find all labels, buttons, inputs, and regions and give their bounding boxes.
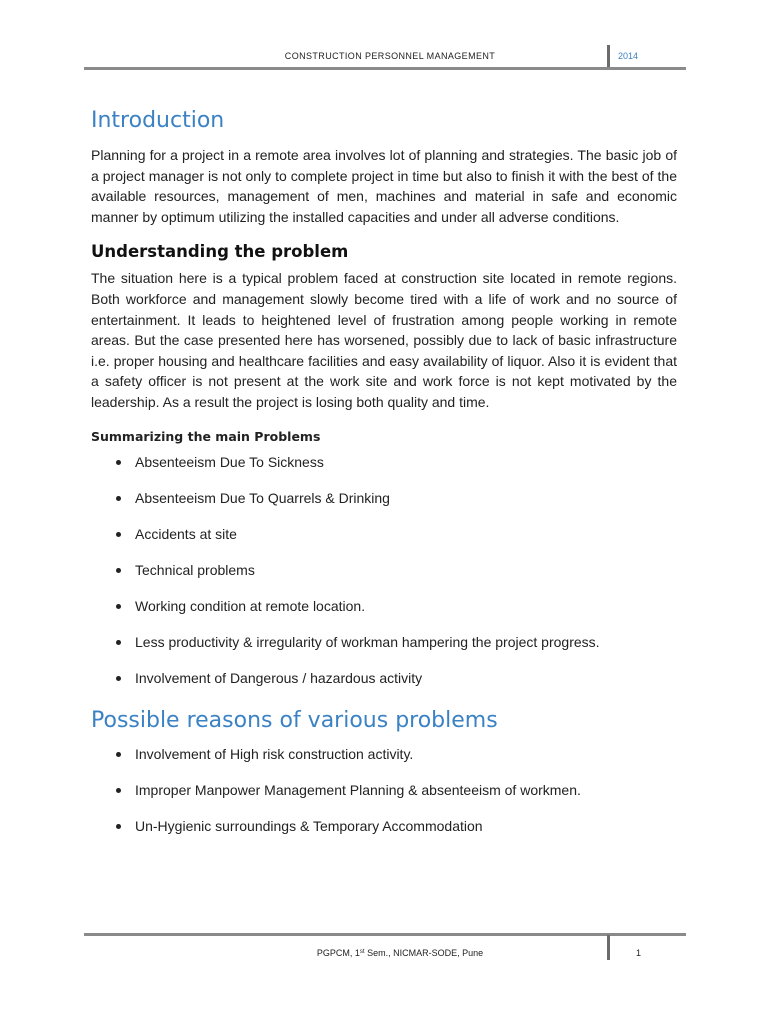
header-year: 2014 xyxy=(618,51,639,61)
list-item: Technical problems xyxy=(91,560,677,580)
reasons-heading: Possible reasons of various problems xyxy=(91,707,498,733)
list-item: Involvement of Dangerous / hazardous activity xyxy=(91,668,677,688)
header-title: CONSTRUCTION PERSONNEL MANAGEMENT xyxy=(284,51,496,61)
list-item: Un-Hygienic surroundings & Temporary Accommodation xyxy=(91,816,677,836)
reasons-list xyxy=(91,744,677,836)
understanding-paragraph: The situation here is a typical problem faced at construction site located in remote regions. Both workforce and management slowly become tired with a life of work and no source of entertainment. It leads to heightened level of frustration among people working in remote areas. But the case presented here has worsened, possibly due to lack of basic infrastructure i.e. proper housing and healthcare facilities and easy availability of liquor. Also it is evident that a safety officer is not present at the work site and work force is not kept motivated by the leadership. As a result the project is losing both quality and time. xyxy=(91,270,677,410)
introduction-heading: Introduction xyxy=(91,108,225,133)
list-item: Absenteeism Due To Quarrels & Drinking xyxy=(91,488,677,508)
summary-heading: Summarizing the main Problems xyxy=(91,428,321,444)
header-rule xyxy=(84,67,686,70)
list-item: Working condition at remote location. xyxy=(91,596,677,616)
list-item: Absenteeism Due To Sickness xyxy=(91,452,677,472)
page-content xyxy=(91,106,677,852)
list-item: Less productivity & irregularity of workman hampering the project progress. xyxy=(91,632,677,652)
footer-rule xyxy=(84,933,686,936)
footer-text xyxy=(0,948,768,958)
footer-text-after: Sem., NICMAR-SODE, Pune xyxy=(364,948,484,958)
footer-text-before: PGPCM, 1 xyxy=(316,948,360,958)
page-number: 1 xyxy=(636,948,642,958)
list-item: Involvement of High risk construction activity. xyxy=(91,744,677,764)
list-item: Accidents at site xyxy=(91,524,677,544)
introduction-paragraph: Planning for a project in a remote area involves lot of planning and strategies. The basic job of a project manager is not only to complete project in time but also to finish it with the best of the available resources, management of men, machines and material in safe and economic manner by optimum utilizing the installed capacities and under all adverse conditions. xyxy=(91,147,677,225)
understanding-heading: Understanding the problem xyxy=(91,242,349,262)
list-item: Improper Manpower Management Planning & absenteeism of workmen. xyxy=(91,780,677,800)
footer-superscript: st xyxy=(359,949,365,955)
summary-list xyxy=(91,452,677,688)
